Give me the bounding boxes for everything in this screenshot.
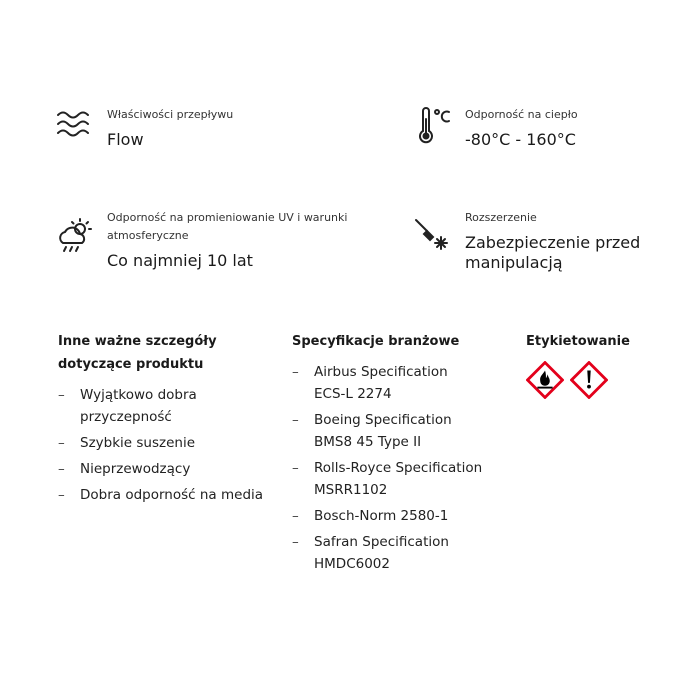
industry-specs-list — [292, 361, 512, 575]
feature-extension-value-line1: Zabezpieczenie przed — [465, 233, 641, 252]
list-item: – Airbus Specification ECS-L 2274 — [292, 364, 448, 402]
product-details-title-line1: Inne ważne szczegóły — [58, 334, 217, 349]
ghs-exclamation-icon — [570, 361, 608, 399]
feature-flow — [55, 105, 295, 155]
ghs-flame-icon — [526, 361, 564, 399]
product-details-title — [58, 330, 278, 376]
feature-heat-value: -80°C - 160°C — [465, 130, 576, 149]
feature-extension — [413, 208, 673, 278]
waves-icon — [55, 105, 95, 145]
industry-specs-section — [292, 330, 512, 579]
feature-uv — [55, 208, 385, 278]
weather-sun-cloud-rain-icon — [55, 216, 95, 256]
feature-heat — [413, 105, 653, 155]
product-details-section — [58, 330, 278, 510]
tamper-brush-icon — [413, 216, 453, 256]
feature-flow-label: Właściwości przepływu — [107, 108, 234, 121]
product-details-title-line2: dotyczące produktu — [58, 357, 204, 372]
industry-specs-title: Specyfikacje branżowe — [292, 334, 460, 349]
list-item: – Dobra odporność na media — [58, 487, 264, 503]
list-item: – Wyjątkowo dobra przyczepność — [58, 387, 197, 425]
product-details-list — [58, 384, 278, 506]
list-item: – Rolls-Royce Specification MSRR1102 — [292, 460, 483, 498]
list-item: – Szybkie suszenie — [58, 435, 196, 451]
labeling-section — [526, 330, 666, 399]
feature-uv-value: Co najmniej 10 lat — [107, 251, 253, 270]
thermometer-celsius-icon — [413, 105, 453, 145]
list-item: – Bosch-Norm 2580-1 — [292, 508, 449, 524]
feature-uv-label-line1: Odporność na promieniowanie UV i warunki — [107, 211, 348, 224]
feature-extension-label: Rozszerzenie — [465, 211, 537, 224]
feature-uv-label-line2: atmosferyczne — [107, 229, 189, 242]
feature-heat-label: Odporność na ciepło — [465, 108, 578, 121]
ghs-pictograms — [526, 361, 666, 399]
list-item: – Nieprzewodzący — [58, 461, 191, 477]
list-item: – Safran Specification HMDC6002 — [292, 534, 449, 572]
feature-extension-value-line2: manipulacją — [465, 253, 563, 272]
list-item: – Boeing Specification BMS8 45 Type II — [292, 412, 452, 450]
labeling-title: Etykietowanie — [526, 334, 630, 349]
feature-flow-value: Flow — [107, 130, 144, 149]
